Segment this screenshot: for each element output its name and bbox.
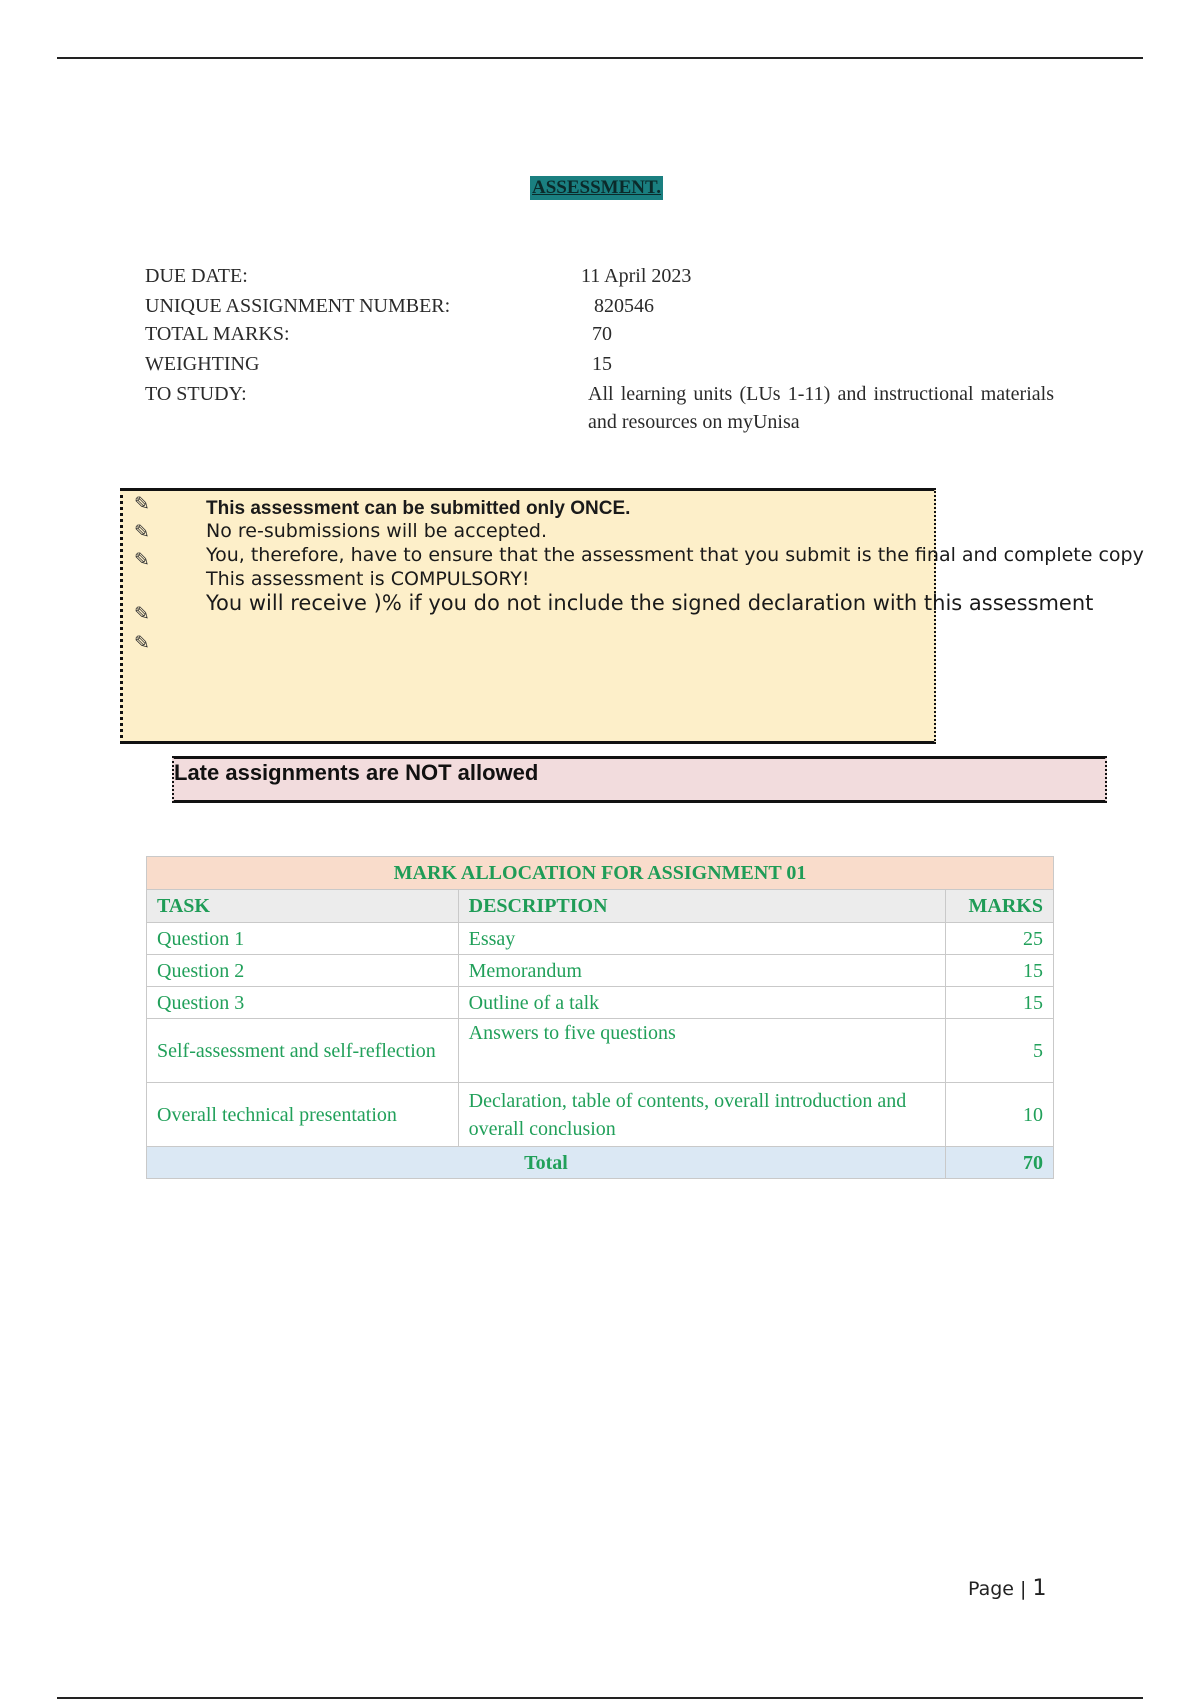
table-row [147, 1019, 1054, 1083]
to-study-label: TO STUDY: [145, 383, 247, 405]
pencil-icon: ✎ [134, 521, 150, 543]
table-row [147, 987, 1054, 1019]
marks-cell: 15 [946, 955, 1054, 987]
task-cell: Overall technical presentation [147, 1083, 459, 1147]
bottom-rule [57, 1697, 1143, 1699]
pencil-icon: ✎ [134, 603, 150, 625]
top-rule [57, 57, 1143, 59]
description-cell: Answers to five questions [458, 1019, 945, 1083]
notice-final-copy: You, therefore, have to ensure that the assessment that you submit is the final and complete copy [206, 544, 1144, 566]
total-marks-value: 70 [592, 323, 612, 345]
total-marks-label: TOTAL MARKS: [145, 323, 290, 345]
page-label: Page | [968, 1578, 1027, 1600]
description-cell: Memorandum [458, 955, 945, 987]
task-cell: Question 3 [147, 987, 459, 1019]
table-row [147, 1083, 1054, 1147]
table-caption-row [147, 857, 1054, 890]
due-date-value: 11 April 2023 [581, 265, 692, 287]
unique-number-label: UNIQUE ASSIGNMENT NUMBER: [145, 295, 451, 317]
page-title: ASSESSMENT. [532, 177, 662, 198]
late-notice-text: Late assignments are NOT allowed [174, 760, 539, 785]
notice-submit-once: This assessment can be submitted only ONCE. [206, 498, 631, 519]
unique-number-value: 820546 [594, 295, 654, 317]
description-cell: Declaration, table of contents, overall introduction and overall conclusion [458, 1083, 945, 1147]
pencil-icon: ✎ [134, 549, 150, 571]
pencil-icon: ✎ [134, 632, 150, 654]
total-value: 70 [946, 1147, 1054, 1179]
marks-cell: 5 [946, 1019, 1054, 1083]
marks-cell: 10 [946, 1083, 1054, 1147]
table-row [147, 955, 1054, 987]
description-cell: Essay [458, 923, 945, 955]
notice-no-resubmissions: No re-submissions will be accepted. [206, 520, 548, 542]
task-cell: Question 1 [147, 923, 459, 955]
page-number [968, 1576, 1047, 1601]
page-number-value: 1 [1032, 1576, 1047, 1601]
task-cell: Self-assessment and self-reflection [147, 1019, 459, 1083]
notice-compulsory: This assessment is COMPULSORY! [206, 568, 530, 590]
marks-cell: 15 [946, 987, 1054, 1019]
weighting-value: 15 [592, 353, 612, 375]
table-header-row [147, 890, 1054, 923]
table-row [147, 923, 1054, 955]
table-caption: MARK ALLOCATION FOR ASSIGNMENT 01 [147, 857, 1054, 890]
mark-allocation-table [146, 856, 1054, 1179]
column-header-description: DESCRIPTION [458, 890, 945, 923]
due-date-label: DUE DATE: [145, 265, 248, 287]
to-study-value: All learning units (LUs 1-11) and instructional materials and resources on myUnisa [588, 383, 1054, 433]
description-cell: Outline of a talk [458, 987, 945, 1019]
column-header-marks: MARKS [946, 890, 1054, 923]
column-header-task: TASK [147, 890, 459, 923]
pencil-icon: ✎ [134, 493, 150, 515]
notice-declaration: You will receive )% if you do not include the signed declaration with this assessment [206, 591, 1094, 615]
task-cell: Question 2 [147, 955, 459, 987]
weighting-label: WEIGHTING [145, 353, 260, 375]
total-row [147, 1147, 1054, 1179]
marks-cell: 25 [946, 923, 1054, 955]
total-label: Total [147, 1147, 946, 1179]
